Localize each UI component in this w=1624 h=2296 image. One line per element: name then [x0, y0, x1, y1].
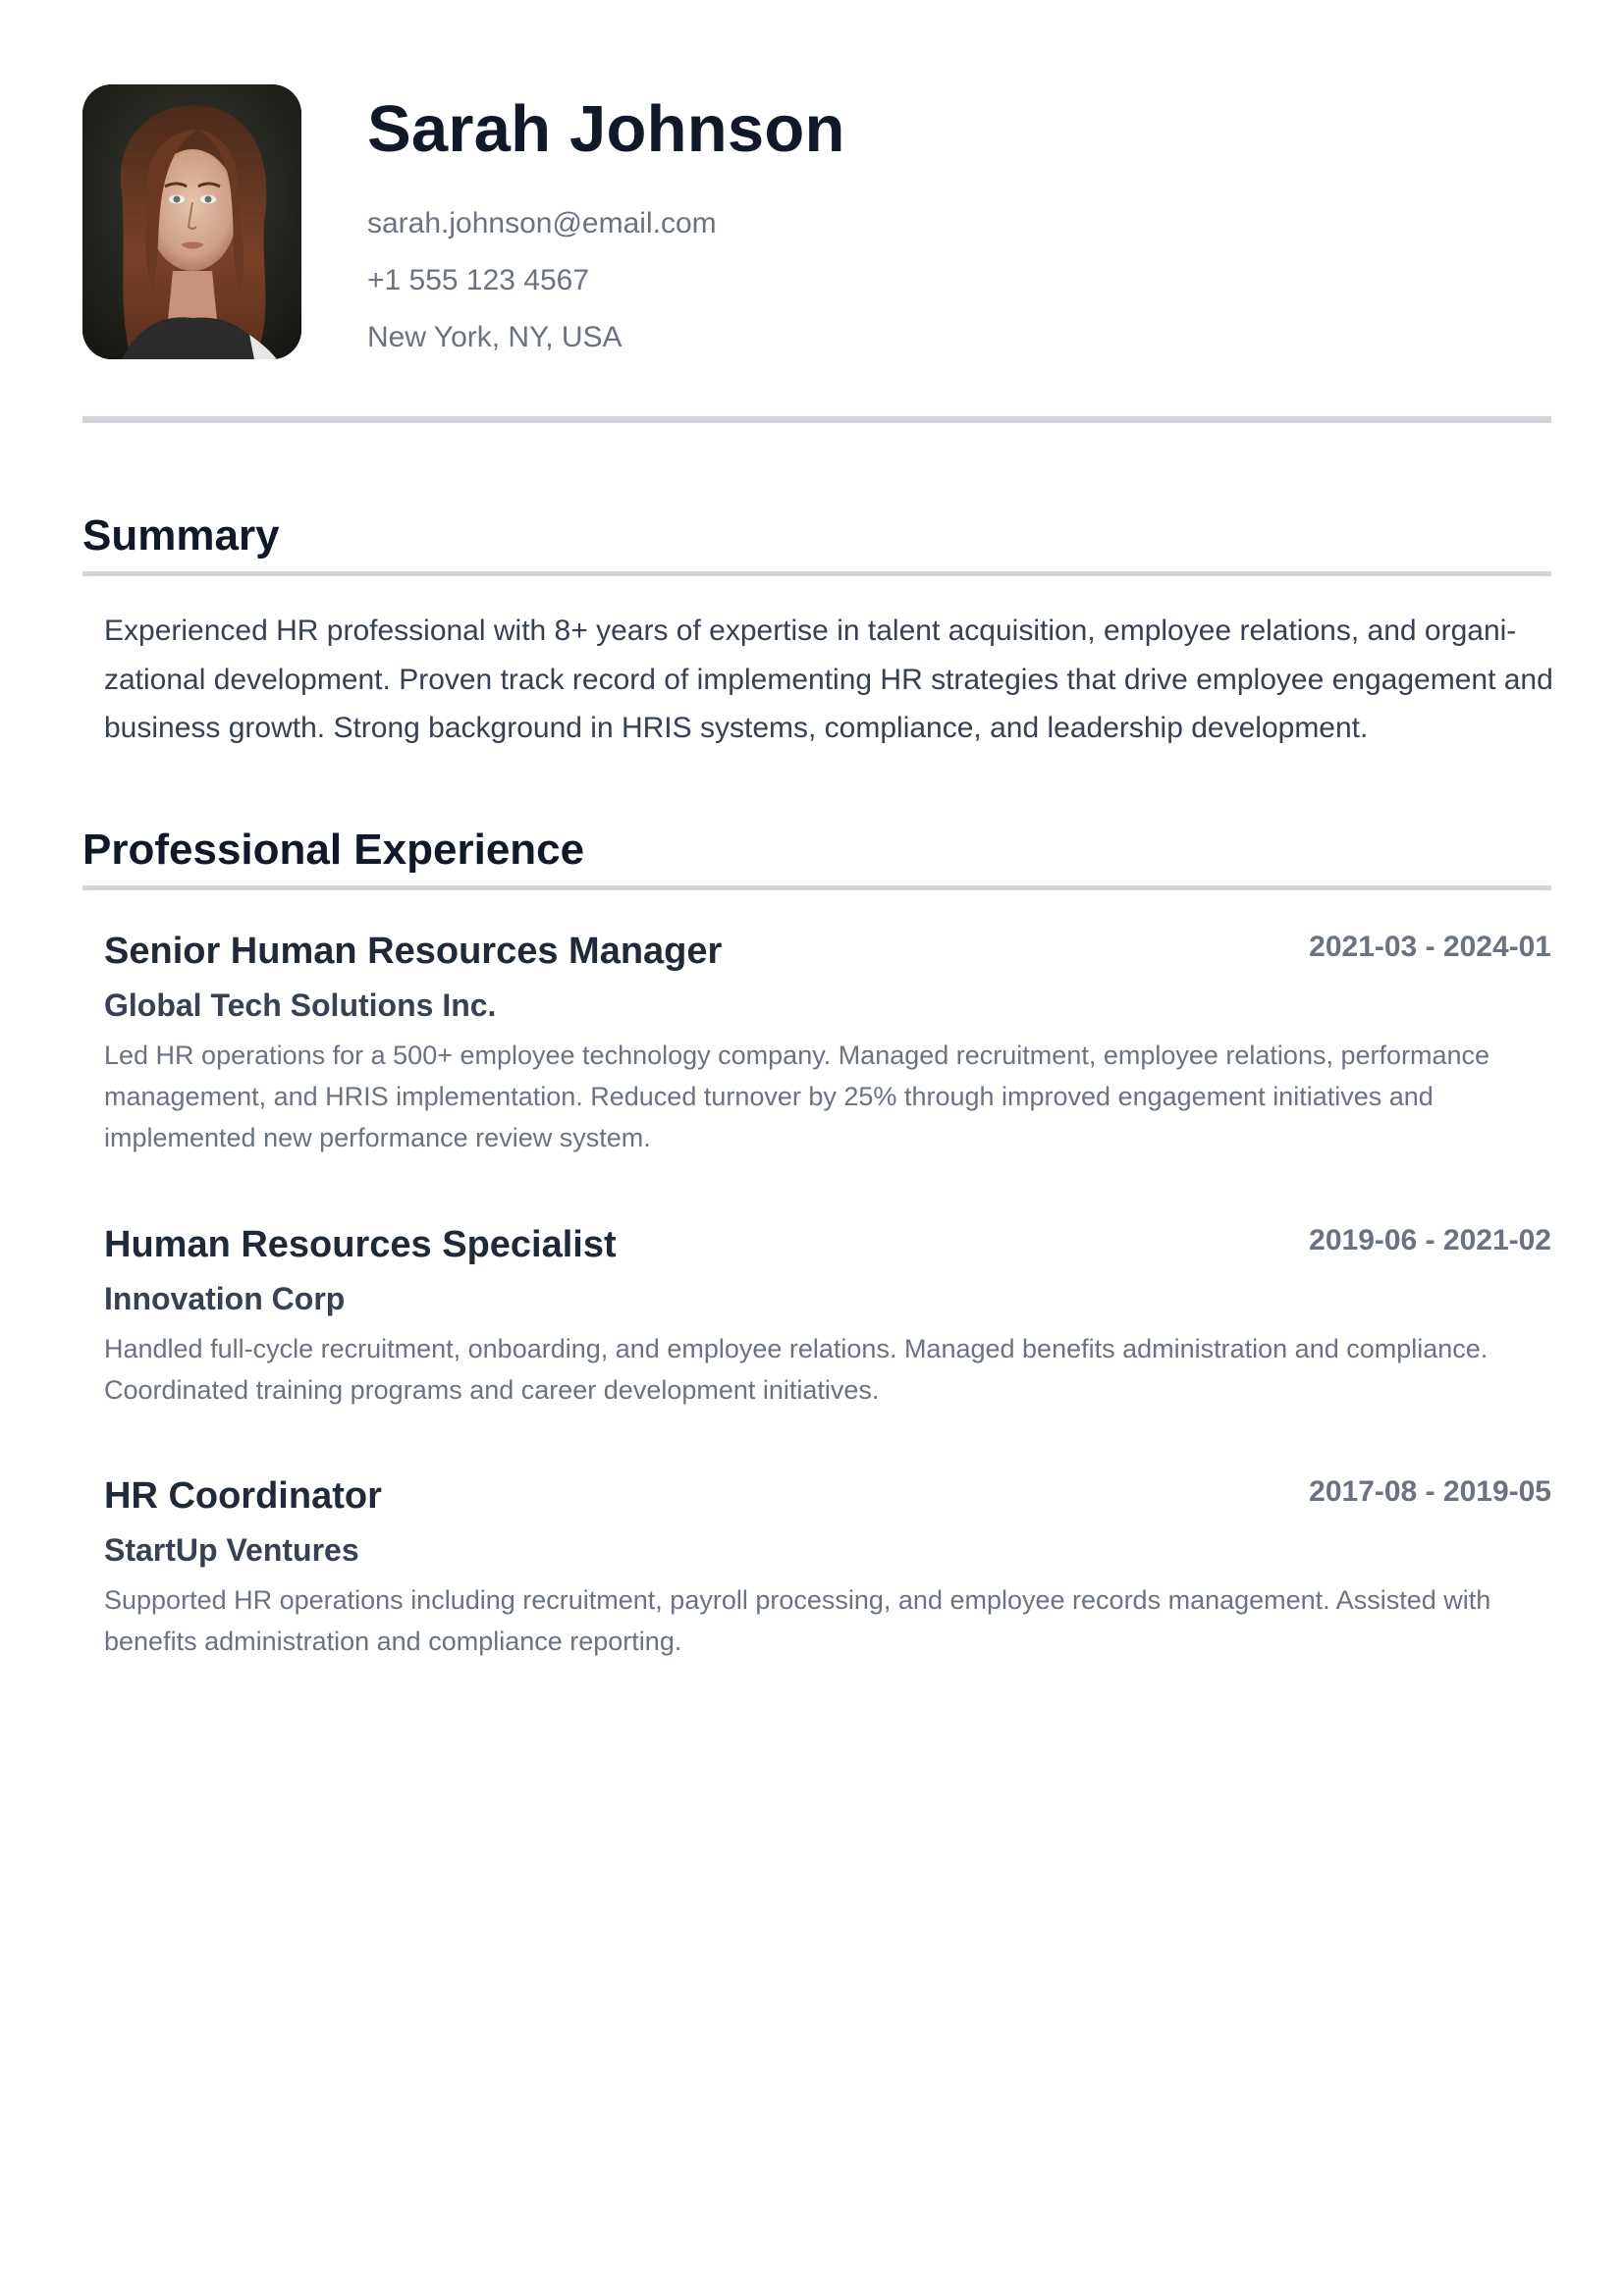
job-description: Handled full-cycle recruitment, onboarding, and employee relations. Managed benefits administration and compliance. Coordinated training programs and career development initiatives. — [104, 1334, 1489, 1405]
job-dates: 2021-03 - 2024-01 — [1309, 931, 1551, 963]
job-dates: 2019-06 - 2021-02 — [1309, 1224, 1551, 1256]
phone-text: +1 555 123 4567 — [367, 264, 590, 296]
summary-heading: Summary — [82, 511, 280, 560]
header-divider — [82, 416, 1551, 423]
summary-paragraph: Experienced HR professional with 8+ years of expertise in talent acquisition, employee relations, and organi-zational development. Proven track record of implementing HR strategies that drive employee engagement and business growth. Strong background in HRIS systems, compliance, and leadership development. — [104, 614, 1553, 744]
candidate-name: Sarah Johnson — [367, 92, 845, 166]
experience-heading: Professional Experience — [82, 826, 585, 874]
job-company: Innovation Corp — [104, 1281, 346, 1316]
job-company: Global Tech Solutions Inc. — [104, 988, 497, 1023]
job-company: StartUp Ventures — [104, 1532, 359, 1568]
job-description: Supported HR operations including recruitment, payroll processing, and employee records management. Assisted with benefits administration and compliance reporting. — [104, 1585, 1491, 1656]
portrait-image — [82, 84, 301, 359]
location-text: New York, NY, USA — [367, 321, 623, 353]
job-dates: 2017-08 - 2019-05 — [1309, 1475, 1551, 1508]
resume-page — [82, 84, 1553, 1656]
summary-divider — [82, 571, 1551, 576]
job-title: HR Coordinator — [104, 1475, 382, 1517]
profile-photo — [82, 84, 301, 359]
resume-header — [82, 84, 1551, 359]
contact-info — [367, 84, 845, 352]
job-title: Senior Human Resources Manager — [104, 931, 723, 972]
job-description: Led HR operations for a 500+ employee technology company. Managed recruitment, employee relations, performance management, and HRIS implementation. Reduced turnover by 25% through improved engagement initiatives and implemented new performance review system. — [104, 1041, 1490, 1152]
email-text: sarah.johnson@email.com — [367, 207, 717, 240]
job-title: Human Resources Specialist — [104, 1224, 617, 1265]
experience-divider — [82, 885, 1551, 890]
